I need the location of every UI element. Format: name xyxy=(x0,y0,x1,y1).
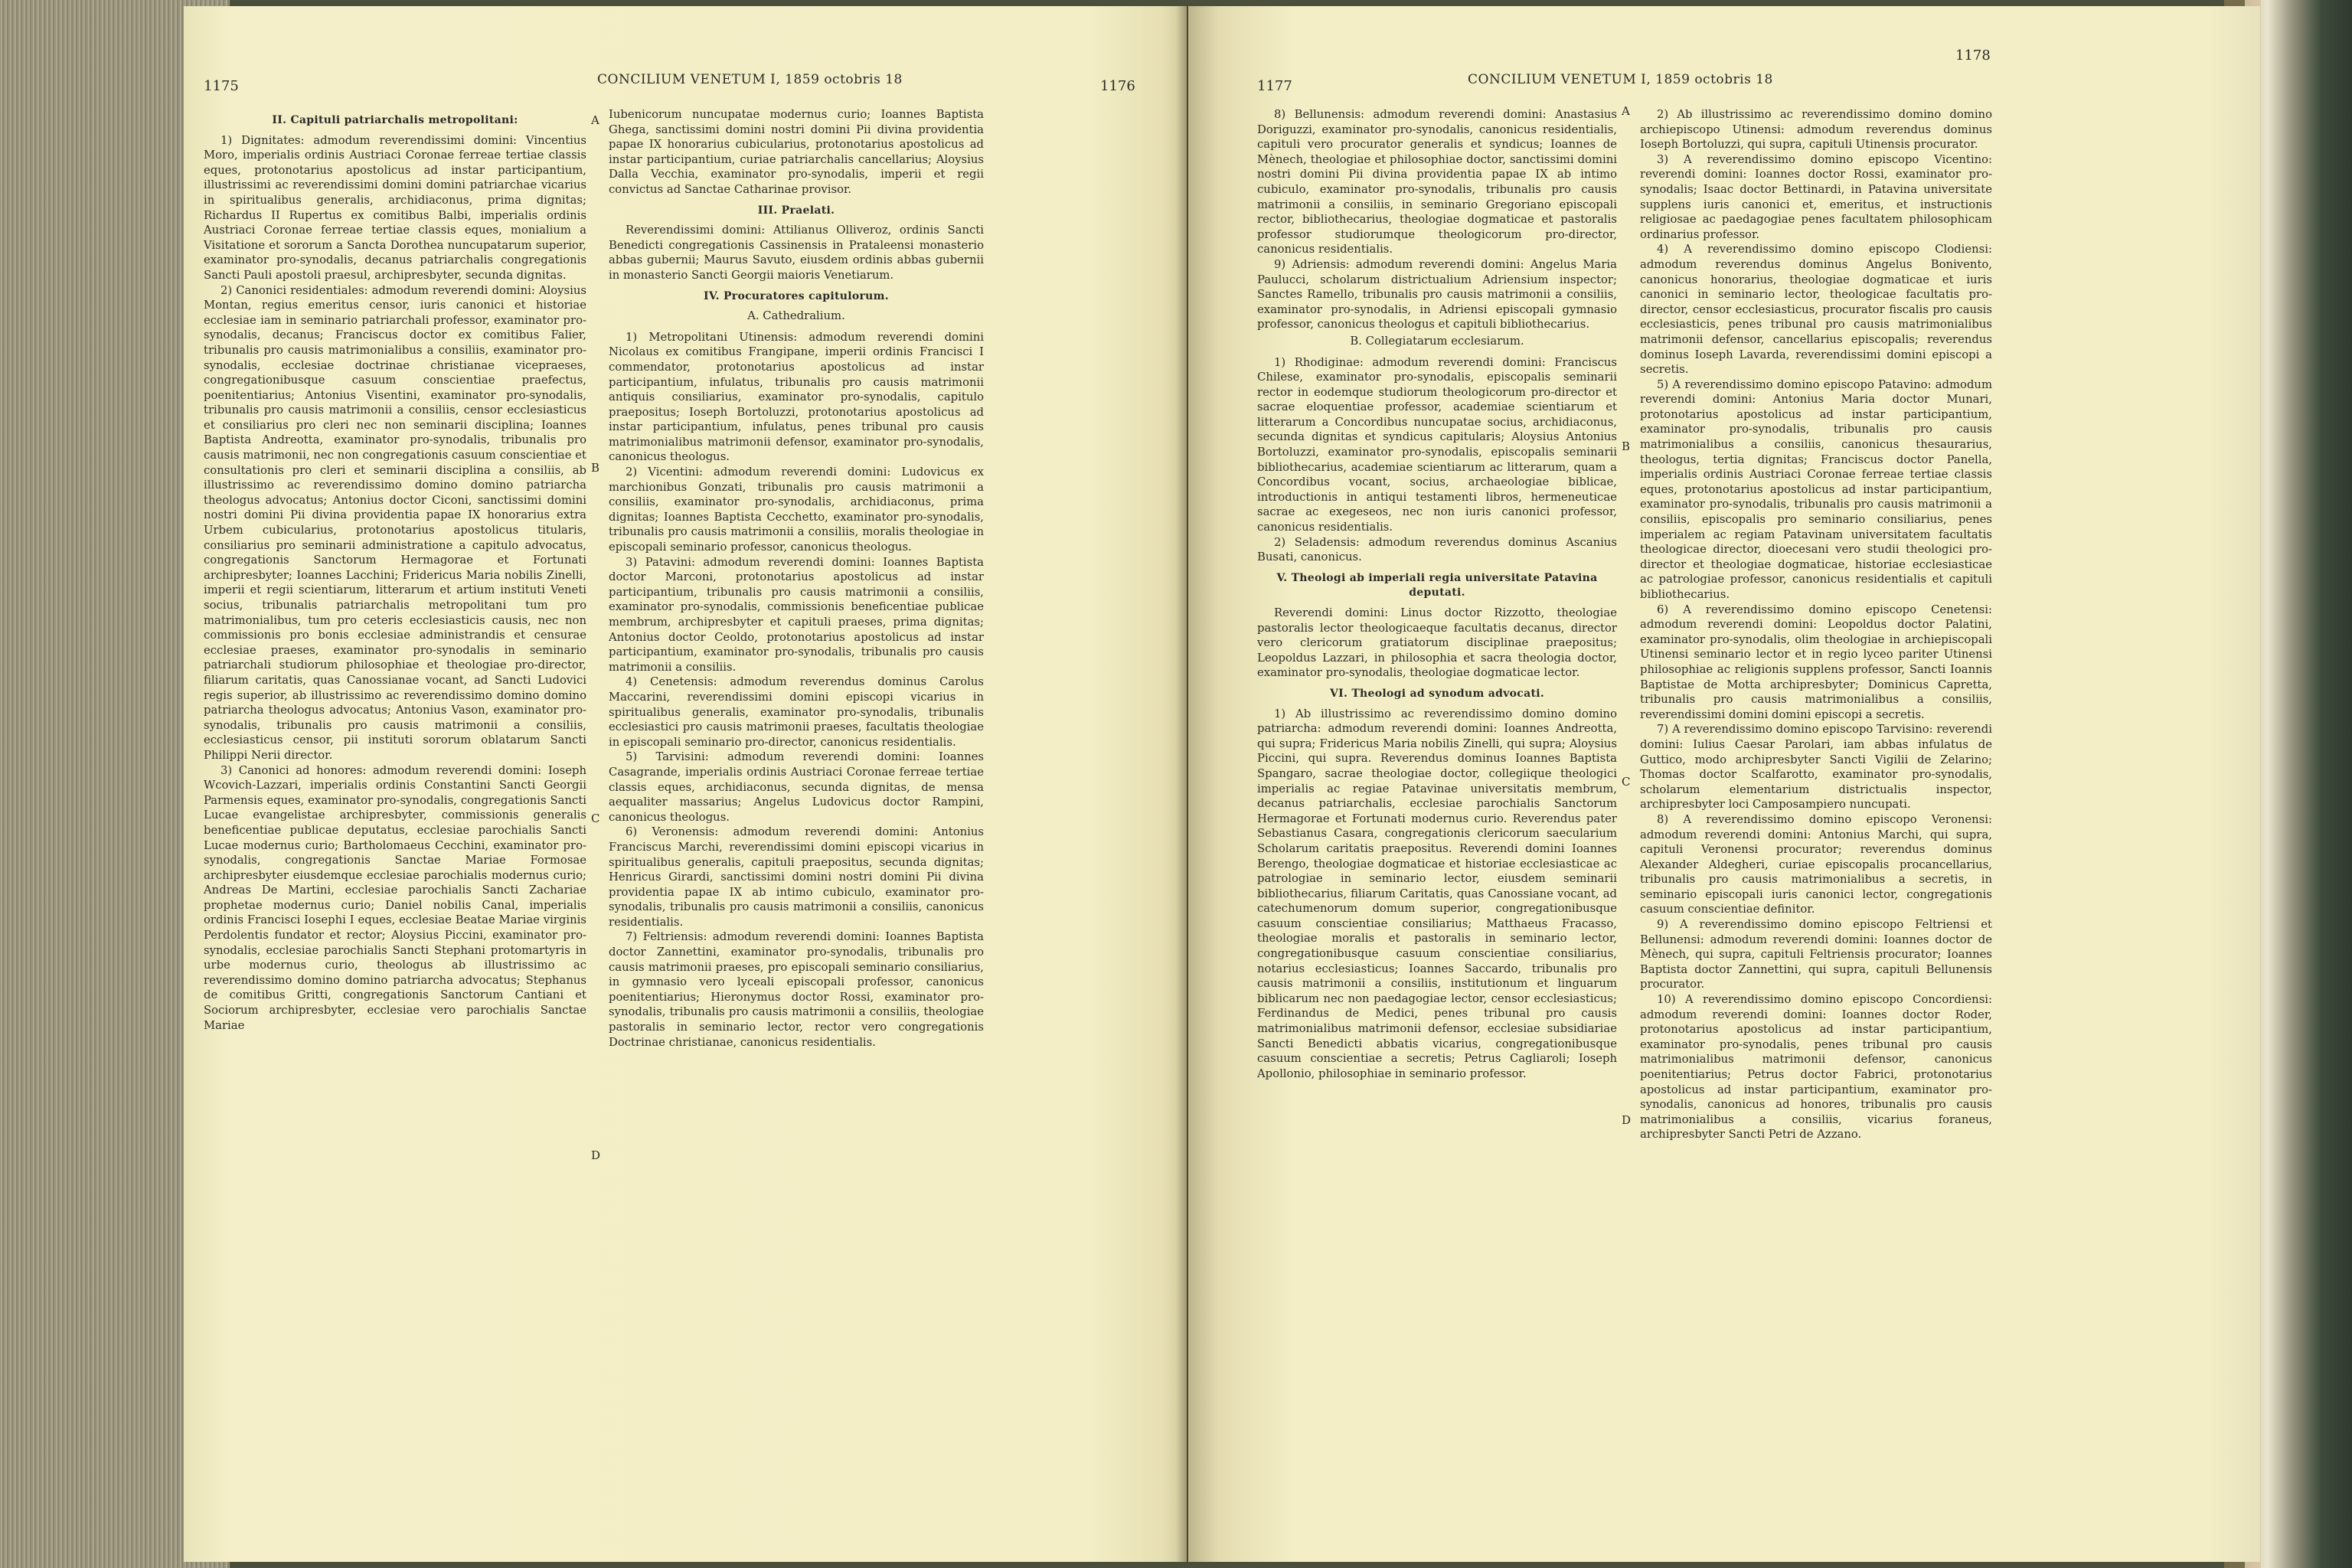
page-number-1175: 1175 xyxy=(204,78,239,94)
page-number-1178: 1178 xyxy=(1955,47,1991,64)
section-heading: II. Capituli patriarchalis metropolitani: xyxy=(272,114,518,126)
text-paragraph: Iubenicorum nuncupatae modernus curio; Ioannes Baptista Ghega, sanctissimi domini nostri domini Pii divina providentia papae IX honorarius cubicularius, protonotarius apostolicus ad instar participantium, curiae patriarchalis cancellarius; Aloysius Dalla Vecchia, examinator pro-synodalis, imperii et regii convictus ad Sanctae Catharinae provisor. xyxy=(609,108,984,196)
text-paragraph: 10) A reverendissimo domino episcopo Concordiensi: admodum reverendi domini: Ioannes doctor Roder, protonotarius apostolicus ad instar participantium, examinator pro-synodalis, penes tribunal pro causis matrimonialibus matrimonii defensor, canonicus poenitentiarius; Petrus doctor Fabrici, protonotarius apostolicus ad instar participantium, examinator pro-synodalis, canonicus ad honores, tribunalis pro causis matrimonialibus a consiliis, vicarius foraneus, archipresbyter Sancti Petri de Azzano. xyxy=(1640,993,1992,1142)
text-paragraph: 3) A reverendissimo domino episcopo Vicentino: reverendi domini: Ioannes doctor Rossi, examinator pro-synodalis; Isaac doctor Bettinardi, in Patavina universitate supplens iuris canonici et, emeritus, et instructionis religiosae ac paedagogiae penes facultatem philosophicam ordinarius professor. xyxy=(1640,152,1992,241)
text-paragraph: 3) Canonici ad honores: admodum reverendi domini: Ioseph Wcovich-Lazzari, imperialis ordinis Constantini Sancti Georgii Parmensis eques, examinator pro-synodalis, congregationis Sancti Lucae evangelistae archipresbyter, commissionis generalis beneficentiae publicae deputatus, ecclesiae parochialis Sancti Lucae modernus curio; Bartholomaeus Cecchini, examinator pro-synodalis, congregationis Sanctae Mariae Formosae archipresbyter eiusdemque ecclesiae parochialis modernus curio; Andreas De Martini, ecclesiae parochialis Sancti Zachariae prophetae modernus curio; Daniel nobilis Canal, imperialis ordinis Francisci Iosephi I eques, ecclesiae Beatae Mariae virginis Perdolentis fundator et rector; Aloysius Piccini, examinator pro-synodalis, ecclesiae parochialis Sancti Stephani protomartyris in urbe modernus curio, theologus ab illustrissimo ac reverendissimo domino domino patriarcha advocatus; Stephanus de comitibus Gritti, congregationis Sanctorum Cantiani et Sociorum archipresbyter, ecclesiae vero parochialis Sanctae Mariae xyxy=(204,763,586,1032)
text-paragraph: 1) Rhodiginae: admodum reverendi domini: Franciscus Chilese, examinator pro-synodalis, episcopalis seminarii rector in eodemque studiorum theologicorum pro-director et sacrae eloquentiae professor, academiae scientiarum et litterarum a Concordibus nuncupatae socius, archidiaconus, secunda dignitas et syndicus capitularis; Aloysius Antonius Bortoluzzi, examinator pro-synodalis, episcopalis seminarii bibliothecarius, academiae scientiarum ac litterarum, quam a Concordibus vocant, socius, archaeologiae biblicae, introductionis in antiqui testamenti libros, hermeneuticae sacrae ac exegeseos, nec non iuris canonici professor, canonicus residentialis. xyxy=(1257,355,1617,534)
section-heading: V. Theologi ab imperiali regia universitate Patavina deputati. xyxy=(1276,571,1598,599)
margin-marker-c: C xyxy=(1622,775,1631,789)
text-paragraph: 2) Ab illustrissimo ac reverendissimo domino domino archiepiscopo Utinensi: admodum reverendus dominus Ioseph Bortoluzzi, qui supra, capituli Utinensis procurator. xyxy=(1640,108,1992,152)
margin-marker-d: D xyxy=(591,1148,601,1162)
section-heading: VI. Theologi ad synodum advocati. xyxy=(1329,687,1545,700)
text-paragraph: 7) Feltriensis: admodum reverendi domini: Ioannes Baptista doctor Zannettini, examinator pro-synodalis, tribunalis pro causis matrimonii praeses, pro episcopali seminario consiliarius, in gymnasio vero lyceali episcopali professor, canonicus poenitentiarius; Hieronymus doctor Rossi, examinator pro-synodalis, tribunalis pro causis matrimonii a consiliis, theologiae pastoralis in seminario lector, rector vero congregationis Doctrinae christianae, canonicus residentialis. xyxy=(609,930,984,1049)
left-page xyxy=(184,6,1187,1562)
text-paragraph: 1) Dignitates: admodum reverendissimi domini: Vincentius Moro, imperialis ordinis Austriaci Coronae ferreae tertiae classis eques, protonotarius apostolicus ad instar participantium, illustrissimi ac reverendissimi domini domini patriarchae vicarius in spiritualibus generalis, archidiaconus, prima dignitas; Richardus II Rupertus ex comitibus Balbi, imperialis ordinis Austriaci Coronae ferreae tertiae classis eques, monialium a Visitatione et sororum a Sancta Dorothea nuncupatarum superior, examinator pro-synodalis, decanus patriarchalis congregationis Sancti Pauli apostoli praesul, archipresbyter, secunda dignitas. xyxy=(204,133,586,282)
section-heading: III. Praelati. xyxy=(757,204,835,217)
right-page-column-b xyxy=(1640,107,1992,1142)
text-paragraph: 5) A reverendissimo domino episcopo Patavino: admodum reverendi domini: Antonius Maria doctor Munari, protonotarius apostolicus ad instar participantium, examinator pro-synodalis, tribunalis pro causis matrimonialibus a consiliis, canonicus thesaurarius, theologus, tertia dignitas; Franciscus doctor Panella, imperialis ordinis Austriaci Coronae ferreae tertiae classis eques, protonotarius apostolicus ad instar participantium, examinator pro-synodalis, tribunalis pro causis matrimonii a consiliis, episcopalis pro seminario consiliarius, penes imperialem ac regiam Patavinam universitatem facultatis theologicae director, dioecesani vero studii theologici pro-director et theologiae dogmaticae, historiae ecclesiasticae ac patrologiae professor, canonicus residentialis et capituli bibliothecarius. xyxy=(1640,377,1992,601)
text-paragraph: 5) Tarvisini: admodum reverendi domini: Ioannes Casagrande, imperialis ordinis Austriaci Coronae ferreae tertiae classis eques, archidiaconus, secunda dignitas, de mensa aequaliter massarius; Angelus Ludovicus doctor Rampini, canonicus theologus. xyxy=(609,750,984,824)
margin-marker-b: B xyxy=(1622,439,1631,453)
text-paragraph: 2) Seladensis: admodum reverendus dominus Ascanius Busati, canonicus. xyxy=(1257,535,1617,564)
page-number-1176: 1176 xyxy=(1100,78,1135,94)
right-page xyxy=(1188,6,2260,1562)
page-number-1177: 1177 xyxy=(1257,78,1292,94)
text-paragraph: 6) Veronensis: admodum reverendi domini: Antonius Franciscus Marchi, reverendissimi domini episcopi vicarius in spiritualibus generalis, capituli praepositus, secunda dignitas; Henricus Girardi, sanctissimi domini nostri domini Pii divina providentia papae IX ab intimo cubiculo, examinator pro-synodalis, tribunalis pro causis matrimonii a consiliis, canonicus residentialis. xyxy=(609,825,984,929)
text-paragraph: Reverendi domini: Linus doctor Rizzotto, theologiae pastoralis lector theologicaeque facultatis decanus, director vero clericorum gratiatorum disciplinae praepositus; Leopoldus Lazzari, in philosophia et sacra theologia doctor, examinator pro-synodalis, theologiae dogmaticae lector. xyxy=(1257,606,1617,680)
text-paragraph: 8) A reverendissimo domino episcopo Veronensi: admodum reverendi domini: Antonius Marchi, qui supra, capituli Veronensi procurator; reverendus dominus Alexander Aldegheri, curiae episcopalis procancellarius, tribunalis pro causis matrimonialibus a secretis, in seminario episcopali iuris canonici lector, congregationis casuum conscientiae definitor. xyxy=(1640,812,1992,916)
section-subheading: B. Collegiatarum ecclesiarum. xyxy=(1350,334,1524,348)
text-paragraph: 7) A reverendissimo domino episcopo Tarvisino: reverendi domini: Iulius Caesar Parolari, iam abbas infulatus de Guttico, modo archipresbyter Sancti Vigilii de Zelarino; Thomas doctor Scalfarotto, examinator pro-synodalis, scholarum elementarium districtualis inspector, archipresbyter loci Camposampiero nuncupati. xyxy=(1640,723,1992,812)
margin-marker-a: A xyxy=(591,113,599,127)
text-paragraph: 2) Vicentini: admodum reverendi domini: Ludovicus ex marchionibus Gonzati, tribunalis pro causis matrimonii a consiliis, examinator pro-synodalis, archidiaconus, prima dignitas; Ioannes Baptista Cecchetto, examinator pro-synodalis, tribunalis pro causis matrimonii a consiliis, moralis theologiae in episcopali seminario professor, canonicus theologus. xyxy=(609,466,984,554)
running-header-right: CONCILIUM VENETUM I, 1859 octobris 18 xyxy=(1468,72,1773,87)
text-paragraph: 8) Bellunensis: admodum reverendi domini: Anastasius Doriguzzi, examinator pro-synodalis, canonicus residentialis, capituli vero procurator generalis et syndicus; Ioannes de Mènech, theologiae et philosophiae doctor, sanctissimi domini nostri domini Pii divina providentia papae IX ab intimo cubiculo, examinator pro-synodalis, tribunalis pro causis matrimonii a consiliis, in seminario Gregoriano episcopali rector, bibliothecarius, theologiae dogmaticae et pastoralis professor studiorumque theologicorum pro-director, canonicus residentialis. xyxy=(1257,108,1617,256)
margin-marker-d: D xyxy=(1622,1113,1632,1127)
text-paragraph: 9) A reverendissimo domino episcopo Feltriensi et Bellunensi: admodum reverendi domini: Ioannes doctor de Mènech, qui supra, capituli Feltriensis procurator; Ioannes Baptista doctor Zannettini, qui supra, capituli Bellunensis procurator. xyxy=(1640,918,1992,991)
left-page-column-b xyxy=(609,107,984,1050)
text-paragraph: 4) Cenetensis: admodum reverendus dominus Carolus Maccarini, reverendissimi domini episcopi vicarius in spiritualibus generalis, examinator pro-synodalis, tribunalis ecclesiastici pro causis matrimonii praeses, facultatis theologiae in episcopali seminario pro-director, canonicus residentialis. xyxy=(609,675,984,749)
text-paragraph: 4) A reverendissimo domino episcopo Clodiensi: admodum reverendus dominus Angelus Bonivento, canonicus honorarius, theologiae dogmaticae et iuris canonici in seminario lector, theologicae facultatis pro-director, censor ecclesiasticus, procurator fiscalis pro causis ecclesiasticis, penes tribunal pro causis matrimonialibus matrimonii defensor, cancellarius episcopalis; reverendus dominus Ioseph Lavarda, reverendissimi domini episcopi a secretis. xyxy=(1640,243,1992,377)
text-paragraph: Reverendissimi domini: Attilianus Olliveroz, ordinis Sancti Benedicti congregationis Cassinensis in Prataleensi monasterio abbas gubernii; Maurus Savuto, eiusdem ordinis abbas gubernii in monasterio Sancti Georgii maioris Venetiarum. xyxy=(609,224,984,282)
right-page-column-a xyxy=(1257,107,1617,1081)
section-subheading: A. Cathedralium. xyxy=(747,309,845,323)
text-paragraph: 9) Adriensis: admodum reverendi domini: Angelus Maria Paulucci, scholarum districtualium Adriensium inspector; Sanctes Ramello, tribunalis pro causis matrimonii a consiliis, examinator pro-synodalis, in Adriensi episcopali gymnasio professor, canonicus theologus et capituli bibliothecarius. xyxy=(1257,257,1617,332)
text-paragraph: 3) Patavini: admodum reverendi domini: Ioannes Baptista doctor Marconi, protonotarius apostolicus ad instar participantium, tribunalis pro causis matrimonii a consiliis, examinator pro-synodalis, commissionis beneficentiae publicae membrum, archipresbyter et capituli praeses, prima dignitas; Antonius doctor Ceoldo, protonotarius apostolicus ad instar participantium, examinator pro-synodalis, tribunalis pro causis matrimonii a consiliis. xyxy=(609,555,984,674)
text-paragraph: 2) Canonici residentiales: admodum reverendi domini: Aloysius Montan, regius emeritus censor, iuris canonici et historiae ecclesiae iam in seminario patriarchali professor, examinator pro-synodalis, decanus; Franciscus doctor ex comitibus Falier, tribunalis pro causis matrimonialibus a consiliis, examinator pro-synodalis, ecclesiae doctrinae christianae vicepraeses, congregationibusque casuum conscientiae praefectus, poenitentiarius; Antonius Visentini, examinator pro-synodalis, tribunalis pro causis matrimonii a consiliis, censor ecclesiasticus et consiliarius pro cleri nec non seminarii disciplina; Ioannes Baptista Andreotta, examinator pro-synodalis, tribunalis pro causis matrimonii, nec non congregationis casuum conscientiae et consultationis pro cleri et seminarii disciplina a consiliis, ab illustrissimo ac reverendissimo domino domino patriarcha theologus advocatus; Antonius doctor Ciconi, sanctissimi domini nostri domini Pii divina providentia papae IX honorarius extra Urbem cubicularius, protonotarius apostolicus titularis, consiliarius pro seminarii administratione a capitulo advocatus, congregationis Sanctorum Hermagorae et Fortunati archipresbyter; Ioannes Lacchini; Fridericus Maria nobilis Zinelli, imperii et regii scientiarum, litterarum et artium instituti Veneti socius, tribunalis patriarchalis metropolitani tum pro matrimonialibus, tum pro ceteris ecclesiasticis causis, nec non commissionis pro bonis ecclesiae administrandis et censurae ecclesiae praeses, examinator pro-synodalis in seminario patriarchali studiorum philosophiae et theologiae pro-director, filiarum caritatis, quas Canossianae vocant, ad Sancti Ludovici regis superior, ab illustrissimo ac reverendissimo domino domino patriarcha theologus advocatus; Antonius Vason, examinator pro-synodalis, tribunalis pro causis matrimonii a consiliis, ecclesiasticus censor, pii instituti sororum oblatarum Sancti Philippi Nerii director. xyxy=(204,283,586,762)
margin-marker-a: A xyxy=(1622,104,1630,118)
margin-marker-c: C xyxy=(591,812,600,825)
section-heading: IV. Procuratores capitulorum. xyxy=(704,289,889,302)
text-paragraph: 1) Ab illustrissimo ac reverendissimo domino domino patriarcha: admodum reverendi domini: Ioannes Andreotta, qui supra; Fridericus Maria nobilis Zinelli, qui supra; Aloysius Piccini, qui supra. Reverendus dominus Ioannes Baptista Spangaro, sacrae theologiae doctor, collegiique theologici imperialis ac regiae Patavinae universitatis membrum, decanus patriarchalis, ecclesiae parochialis Sanctorum Hermagorae et Fortunati modernus curio. Reverendus pater Sebastianus Casara, congregationis clericorum saecularium Scholarum caritatis praepositus. Reverendi domini Ioannes Berengo, theologiae dogmaticae et historiae ecclesiasticae ac patrologiae in seminario lector, eiusdem seminarii bibliothecarius, filiarum Caritatis, quas Canossiane vocant, ad catechumenorum domum superior, congregationibusque casuum conscientiae consiliarius; Matthaeus Fracasso, theologiae moralis et pastoralis in seminario lector, congregationibusque casuum conscientiae consiliarius, notarius ecclesiasticus; Ioannes Saccardo, tribunalis pro causis matrimonii a consiliis, institutionum et linguarum biblicarum nec non paedagogiae lector, censor ecclesiasticus; Ferdinandus de Medici, penes tribunal pro causis matrimonialibus matrimonii defensor, ecclesiae subsidiariae Sancti Benedicti abbatis vicarius, congregationibusque casuum conscientiae a secretis; Petrus Cagliaroli; Ioseph Apollonio, philosophiae in seminario professor. xyxy=(1257,707,1617,1080)
margin-marker-b: B xyxy=(591,461,600,475)
left-page-column-a xyxy=(204,107,586,1033)
text-paragraph: 1) Metropolitani Utinensis: admodum reverendi domini Nicolaus ex comitibus Frangipane, imperii ordinis Francisci I commendator, protonotarius apostolicus ad instar participantium, infulatus, tribunalis pro causis matrimonii antiquis consiliarius, examinator pro-synodalis, capitulo praepositus; Ioseph Bortoluzzi, protonotarius apostolicus ad instar participantium, infulatus, penes tribunal pro causis matrimonialibus matrimonii defensor, examinator pro-synodalis, canonicus theologus. xyxy=(609,330,984,464)
running-header-left: CONCILIUM VENETUM I, 1859 octobris 18 xyxy=(597,72,903,87)
book-page-edges-right xyxy=(2245,0,2352,1568)
text-paragraph: 6) A reverendissimo domino episcopo Cenetensi: admodum reverendi domini: Leopoldus doctor Palatini, examinator pro-synodalis, olim theologiae in archiepiscopali Utinensi seminario lector et in regio lyceo pariter Utinensi philosophiae ac religionis supplens professor, Sancti Ioannis Baptistae de Motta archipresbyter; Dominicus Capretta, tribunalis pro causis matrimonialibus a consiliis, reverendissimi domini domini episcopi a secretis. xyxy=(1640,603,1992,721)
